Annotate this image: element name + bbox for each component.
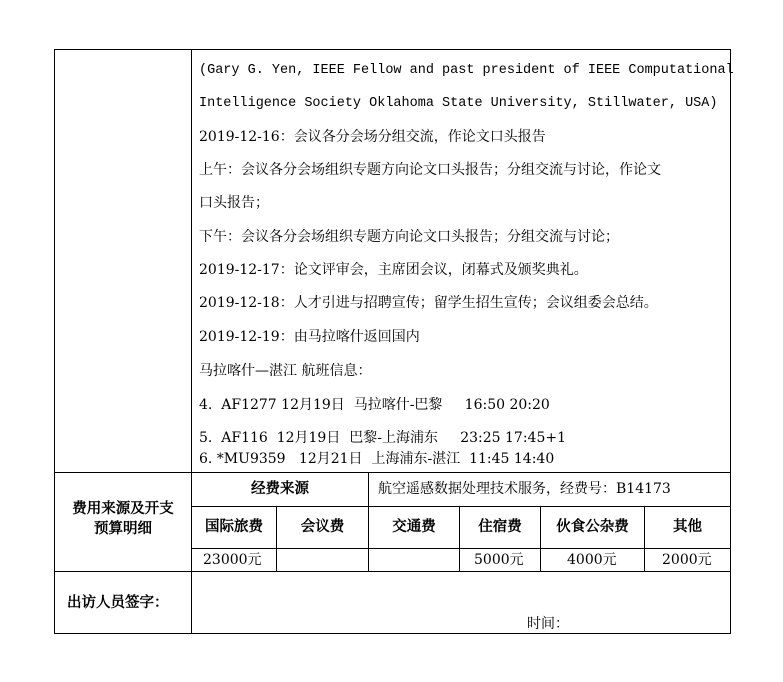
- schedule-am-line-2: 口头报告；: [199, 195, 269, 211]
- amount-cell: 2000元: [662, 552, 712, 568]
- schedule-am-line-1: 上午：会议各分会场组织专题方向论文口头报告；分组交流与讨论，作论文: [199, 162, 661, 178]
- label-column-divider: [191, 49, 192, 634]
- schedule-1216: 2019-12-16：会议各分会场分组交流，作论文口头报告: [199, 129, 546, 145]
- amount-cell: 4000元: [567, 552, 617, 568]
- schedule-row-divider: [54, 472, 731, 473]
- flight-item: 5. AF116 12月19日 巴黎-上海浦东 23:25 17:45+1: [199, 430, 566, 446]
- schedule-1219: 2019-12-19：由马拉喀什返回国内: [199, 329, 420, 345]
- table-border-bottom: [54, 633, 731, 634]
- source-header: 经费来源: [251, 481, 309, 497]
- column-header: 住宿费: [478, 519, 522, 535]
- column-header: 会议费: [300, 519, 345, 535]
- column-header: 交通费: [392, 519, 436, 535]
- column-header: 国际旅费: [205, 519, 263, 535]
- time-label: 时间：: [527, 616, 569, 632]
- schedule-pm: 下午：会议各分会场组织专题方向论文口头报告；分组交流与讨论；: [199, 229, 619, 245]
- table-border-left: [54, 49, 55, 634]
- flight-item: 6. *MU9359 12月21日 上海浦东-湛江 11:45 14:40: [199, 451, 555, 467]
- col-divider-2: [368, 506, 369, 571]
- budget-row-label-2: 预算明细: [94, 521, 152, 537]
- amount-cell: 23000元: [203, 552, 262, 568]
- header-row-divider: [191, 548, 731, 549]
- column-header: 伙食公杂费: [556, 519, 629, 535]
- speaker-line-1: (Gary G. Yen, IEEE Fellow and past president of IEEE Computational: [199, 63, 734, 78]
- column-header: 其他: [673, 519, 702, 535]
- col-divider-1: [276, 506, 277, 571]
- amount-cell: 5000元: [474, 552, 524, 568]
- schedule-1217: 2019-12-17：论文评审会，主席团会议，闭幕式及颁奖典礼。: [199, 262, 588, 278]
- source-col-divider: [368, 472, 369, 506]
- speaker-line-2: Intelligence Society Oklahoma State University, Stillwater, USA): [199, 96, 718, 111]
- source-row-divider: [191, 506, 731, 507]
- schedule-1218: 2019-12-18：人才引进与招聘宣传；留学生招生宣传；会议组委会总结。: [199, 295, 658, 311]
- col-divider-4: [540, 506, 541, 571]
- source-value: 航空遥感数据处理技术服务，经费号：B14173: [378, 481, 671, 497]
- budget-row-label-1: 费用来源及开支: [72, 501, 174, 517]
- col-divider-3: [459, 506, 460, 571]
- table-border-top: [54, 49, 731, 50]
- signature-area[interactable]: [192, 572, 730, 633]
- signature-label: 出访人员签字：: [67, 595, 169, 611]
- flight-info-header: 马拉喀什—湛江 航班信息：: [199, 363, 372, 379]
- table-border-right: [730, 49, 731, 634]
- col-divider-5: [644, 506, 645, 571]
- flight-item: 4. AF1277 12月19日 马拉喀什-巴黎 16:50 20:20: [199, 397, 550, 413]
